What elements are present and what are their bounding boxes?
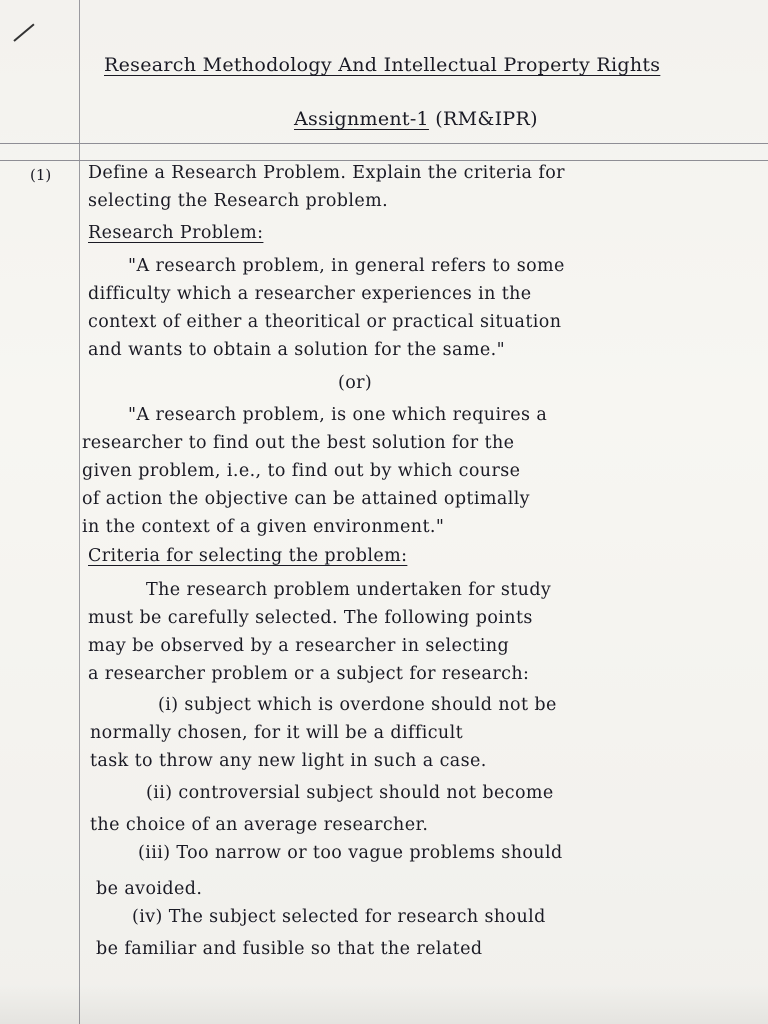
header-rule-lower [0, 160, 768, 161]
list-item-i: (i) subject which is overdone should not be [158, 695, 557, 715]
text-line: of action the objective can be attained optimally [82, 489, 530, 509]
text-line: the choice of an average researcher. [90, 815, 429, 835]
text-line: context of either a theoritical or practical situation [88, 312, 562, 332]
assignment-tag: (RM&IPR) [435, 108, 538, 130]
text-line: The research problem undertaken for study [146, 580, 552, 600]
assignment-subtitle [294, 108, 538, 130]
page-title: Research Methodology And Intellectual Property Rights [104, 54, 661, 76]
header-rule [0, 143, 768, 144]
margin-line [79, 0, 80, 1024]
text-line: must be carefully selected. The following points [88, 608, 533, 628]
text-line: and wants to obtain a solution for the same." [88, 340, 506, 360]
text-line: "A research problem, is one which requires a [128, 405, 548, 425]
text-line: task to throw any new light in such a case. [90, 751, 487, 771]
section-heading-criteria: Criteria for selecting the problem: [88, 546, 408, 566]
list-item-iv: (iv) The subject selected for research should [132, 907, 546, 927]
text-line: "A research problem, in general refers to some [128, 256, 565, 276]
text-line: be familiar and fusible so that the related [96, 939, 483, 959]
text-line: may be observed by a researcher in selecting [88, 636, 510, 656]
text-line: researcher to find out the best solution for the [82, 433, 515, 453]
assignment-label: Assignment-1 [294, 108, 429, 130]
text-line-or: (or) [338, 373, 373, 393]
pen-tick-mark [13, 24, 34, 42]
question-line: Define a Research Problem. Explain the criteria for [88, 163, 565, 183]
text-line: be avoided. [96, 879, 203, 899]
list-item-ii: (ii) controversial subject should not become [146, 783, 554, 803]
question-line: selecting the Research problem. [88, 191, 389, 211]
text-line: a researcher problem or a subject for research: [88, 664, 530, 684]
question-number: (1) [30, 166, 52, 184]
text-line: in the context of a given environment." [82, 517, 445, 537]
section-heading-research-problem: Research Problem: [88, 223, 264, 243]
text-line: normally chosen, for it will be a difficult [90, 723, 464, 743]
text-line: difficulty which a researcher experiences in the [88, 284, 532, 304]
text-line: given problem, i.e., to find out by which course [82, 461, 521, 481]
list-item-iii: (iii) Too narrow or too vague problems should [138, 843, 563, 863]
